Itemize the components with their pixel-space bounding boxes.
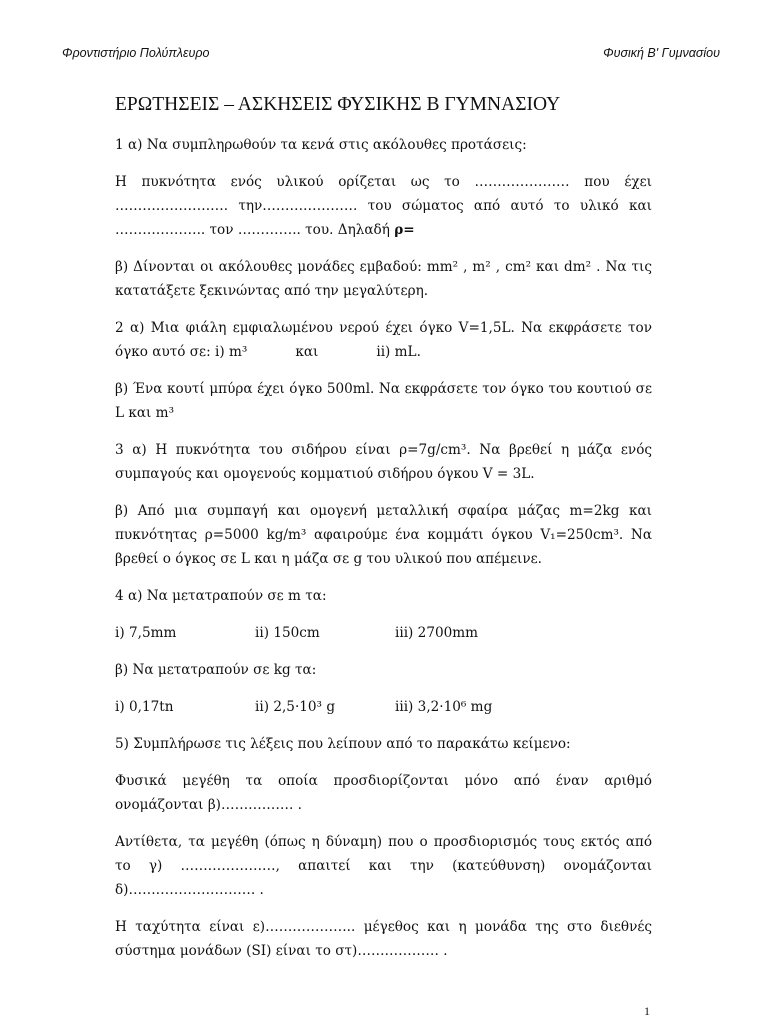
list-item: i) 7,5mm xyxy=(115,625,177,641)
list-item: i) 0,17tn xyxy=(115,699,174,715)
question-1a-body: Η πυκνότητα ενός υλικού ορίζεται ως το ………………… που έχει ……………………. την………………… του σώματος από αυτό το υλικό και ……………….. τον ………….. του. Δηλαδή xyxy=(115,174,652,238)
question-2a-end: ii) mL. xyxy=(376,344,421,360)
density-symbol: ρ= xyxy=(394,222,415,238)
question-4a-prompt: 4 α) Να μετατραπούν σε m τα: xyxy=(115,588,327,604)
page-title: ΕΡΩΤΗΣΕΙΣ – ΑΣΚΗΣΕΙΣ ΦΥΣΙΚΗΣ Β ΓΥΜΝΑΣΙΟΥ xyxy=(115,94,561,115)
list-item: ii) 2,5·10³ g xyxy=(255,699,336,715)
list-item: iii) 3,2·10⁶ mg xyxy=(395,699,493,715)
list-item: iii) 2700mm xyxy=(395,625,479,641)
page-number: 1 xyxy=(644,1004,650,1018)
question-4a-items xyxy=(115,621,652,645)
question-2a xyxy=(115,316,652,364)
question-5-prompt: 5) Συμπλήρωσε τις λέξεις που λείπουν από το παρακάτω κείμενο: xyxy=(115,736,571,752)
question-4b-prompt: β) Να μετατραπούν σε kg τα: xyxy=(115,662,317,678)
question-1a-prompt: 1 α) Να συμπληρωθούν τα κενά στις ακόλουθες προτάσεις: xyxy=(115,137,527,153)
question-2a-and: και xyxy=(295,344,319,360)
header-left: Φροντιστήριο Πολύπλευρο xyxy=(62,46,210,60)
question-2b: β) Ένα κουτί μπύρα έχει όγκο 500ml. Να εκφράσετε τον όγκο του κουτιού σε L και m³ xyxy=(115,381,652,421)
question-3a: 3 α) Η πυκνότητα του σιδήρου είναι ρ=7g/cm³. Να βρεθεί η μάζα ενός συμπαγούς και ομογενούς κομματιού σιδήρου όγκου V = 3L. xyxy=(115,442,652,482)
question-1b: β) Δίνονται οι ακόλουθες μονάδες εμβαδού: mm² , m² , cm² και dm² . Να τις κατατάξετε ξεκινώντας από την μεγαλύτερη. xyxy=(115,259,652,299)
document-body xyxy=(115,92,652,976)
question-4b-items xyxy=(115,695,652,719)
question-5-paragraph-2: Αντίθετα, τα μεγέθη (όπως η δύναμη) που ο προσδιορισμός τους εκτός από το γ) …………………, απαιτεί και την (κατεύθυνση) ονομάζονται δ)………………………. . xyxy=(115,834,652,898)
list-item: ii) 150cm xyxy=(255,625,320,641)
header-right: Φυσική Β' Γυμνασίου xyxy=(603,46,720,60)
question-5-paragraph-3: Η ταχύτητα είναι ε)……………….. μέγεθος και η μονάδα της στο διεθνές σύστημα μονάδων (SI) είναι το στ)……………… . xyxy=(115,919,652,959)
question-1a-text xyxy=(115,170,652,242)
question-5-paragraph-1: Φυσικά μεγέθη τα οποία προσδιορίζονται μόνο από έναν αριθμό ονομάζονται β)……………. . xyxy=(115,773,652,813)
question-3b: β) Από μια συμπαγή και ομογενή μεταλλική σφαίρα μάζας m=2kg και πυκνότητας ρ=5000 kg/m³ αφαιρούμε ένα κομμάτι όγκου V₁=250cm³. Να βρεθεί ο όγκος σε L και η μάζα σε g του υλικού που απέμεινε. xyxy=(115,503,652,567)
question-2a-body: 2 α) Μια φιάλη εμφιαλωμένου νερού έχει όγκο V=1,5L. Να εκφράσετε τον όγκο αυτό σε: i) m³ xyxy=(115,320,652,360)
